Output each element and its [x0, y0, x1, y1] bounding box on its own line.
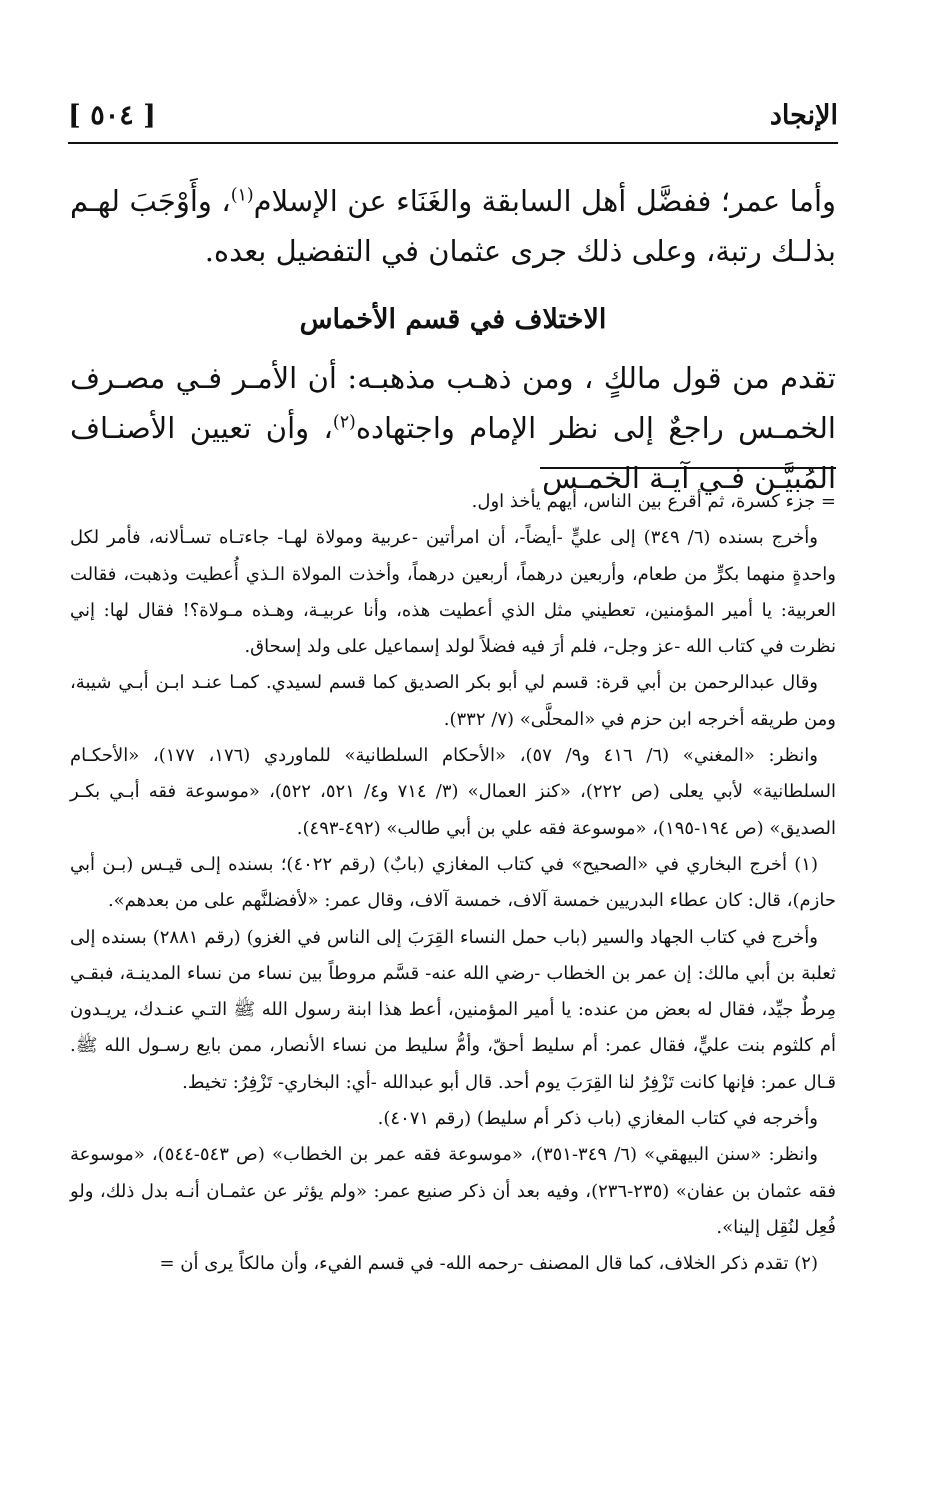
- main-paragraph-1: [70, 176, 836, 276]
- footnote-separator: [540, 467, 836, 469]
- footnote-2: (٢) تقدم ذكر الخلاف، كما قال المصنف -رحمه الله- في قسم الفيء، وأن مالكاً يرى أن =: [159, 1253, 818, 1275]
- footnote-1: (١) أخرج البخاري في «الصحيح» في كتاب المغازي (بابٌ) (رقم ٤٠٢٢)؛ بسنده إلـى قيـس (بـن أبي حازم)، قال: كان عطاء البدريين خمسة آلاف، خمسة آلاف، وقال عمر: «لأفضلنَّهم على من بعدهم».: [70, 853, 836, 912]
- running-title: الإنجاد: [769, 100, 838, 131]
- paragraph-1-text-after: ، وأَوْجَبَ لهـم بذلـك رتبة، وعلى ذلك جرى عثمان في التفضيل بعده.: [70, 184, 836, 268]
- footnote-continuation: = جزء كسرة، ثم أقرع بين الناس، أيهم يأخذ اول.: [471, 491, 836, 512]
- paragraph-2-text-after: ، وأن تعيين الأصنـاف المُبيَّـن فـي آيـة الخمـس: [70, 411, 836, 495]
- footnote-ref-1: (١): [230, 185, 254, 206]
- footnote-paragraph: وانظر: «المغني» (٦/ ٤١٦ و٩/ ٥٧)، «الأحكام السلطانية» للماوردي (١٧٦، ١٧٧)، «الأحكـام السلطانية» لأبي يعلى (ص ٢٢٢)، «كنز العمال» (٣/ ٧١٤ و٤/ ٥٢١، ٥٢٢)، «موسوعة فقه أبـي بكـر الصديق» (ص ١٩٤-١٩٥)، «موسوعة فقه علي بن أبي طالب» (٤٩٢-٤٩٣).: [70, 745, 836, 839]
- page-header: [68, 92, 838, 144]
- footnotes: [70, 484, 836, 1283]
- section-heading: الاختلاف في قسم الأخماس: [299, 304, 607, 335]
- page-number: [ ٥٠٤ ]: [68, 100, 156, 131]
- footnote-paragraph: وأخرج بسنده (٦/ ٣٤٩) إلى عليٍّ -أيضاً-، أن امرأتين -عربية ومولاة لهـا- جاءتـاه تسـألانه، فأمر لكل واحدةٍ منهما بكرٍّ من طعام، وأربعين درهماً، أربعين درهماً، وأخذت المولاة الـذي أُعطيت وذهبت، فقالت العربية: يا أمير المؤمنين، تعطيني مثل الذي أعطيت هذه، وأنا عربيـة، وهـذه مـولاة؟! فقال لها: إني نظرت في كتاب الله -عز وجل-، فلم أرَ فيه فضلاً لولد إسماعيل على ولد إسحاق.: [70, 527, 836, 658]
- paragraph-2-text-before: تقدم من قول مالكٍ ، ومن ذهـب مذهبـه: أن الأمـر فـي مصـرف الخمـس راجعٌ إلى نظر الإمام واجتهاده: [70, 361, 836, 445]
- footnote-paragraph: وقال عبدالرحمن بن أبي قرة: قسم لي أبو بكر الصديق كما قسم لسيدي. كمـا عنـد ابـن أبـي شيبة، ومن طريقه أخرجه ابن حزم في «المحلَّى» (٧/ ٣٣٢).: [70, 672, 836, 730]
- paragraph-1-text-before: وأما عمر؛ ففضَّل أهل السابقة والغَنَاء عن الإسلام: [253, 184, 837, 218]
- footnote-paragraph: وانظر: «سنن البيهقي» (٦/ ٣٤٩-٣٥١)، «موسوعة فقه عمر بن الخطاب» (ص ٥٤٣-٥٤٤)، «موسوعة فقه عثمان بن عفان» (٢٣٥-٢٣٦)، وفيه بعد أن ذكر صنيع عمر: «ولم يؤثر عن عثمـان أنـه بدل ذلك، ولو فُعِل لنُقِل إلينا».: [70, 1144, 836, 1238]
- footnote-paragraph: وأخرج في كتاب الجهاد والسير (باب حمل النساء القِرَبَ إلى الناس في الغزو) (رقم ٢٨٨١) بسنده إلى ثعلبة بن أبي مالك: إن عمر بن الخطاب -رضي الله عنه- قسَّم مروطاً بين نساء من نساء المدينـة، فبقـي مِرطٌ جيِّد، فقال له بعض من عنده: يا أمير المؤمنين، أعط هذا ابنة رسول الله ﷺ التـي عنـدك، يريـدون أم كلثوم بنت عليٍّ، فقال عمر: أم سليط أحقّ، وأمُّ سليط من نساء الأنصار، ممن بايع رسـول الله ﷺ. قـال عمر: فإنها كانت تَزْفِرُ لنا القِرَبَ يوم أحد. قال أبو عبدالله -أي: البخاري- تَزْفِرُ: تخيط.: [70, 926, 836, 1093]
- main-paragraph-2: [70, 353, 836, 503]
- footnote-ref-2: (٢): [332, 412, 356, 433]
- footnote-paragraph: وأخرجه في كتاب المغازي (باب ذكر أم سليط) (رقم ٤٠٧١).: [377, 1108, 818, 1130]
